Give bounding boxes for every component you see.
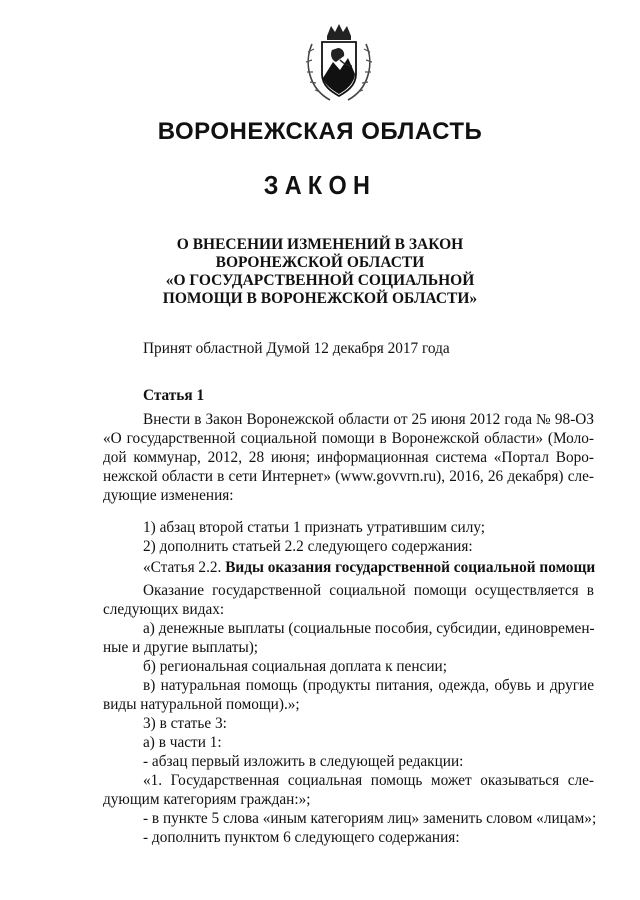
list-item: а) денежные выплаты (социальные пособия, субсидии, единовремен-	[143, 620, 595, 637]
law-title-line: «О ГОСУДАРСТВЕННОЙ СОЦИАЛЬНОЙ	[165, 272, 475, 289]
list-item: в) натуральная помощь (продукты питания, одежда, обувь и другие	[143, 677, 594, 694]
adoption-date: Принят областной Думой 12 декабря 2017 года	[143, 340, 450, 357]
region-name: ВОРОНЕЖСКАЯ ОБЛАСТЬ	[157, 118, 483, 145]
law-title-line: О ВНЕСЕНИИ ИЗМЕНЕНИЙ В ЗАКОН	[176, 236, 464, 253]
paragraph-line: Оказание государственной социальной помощи осуществляется в	[143, 582, 594, 599]
article-2-2-title: Виды оказания государственной социальной помощи	[225, 559, 596, 576]
law-title	[0, 236, 640, 308]
list-item: 1) абзац второй статьи 1 признать утратившим силу;	[143, 519, 486, 536]
article-2-2-heading	[103, 558, 594, 577]
list-item: виды натуральной помощи).»;	[103, 696, 300, 713]
list-item: 2) дополнить статьей 2.2 следующего содержания:	[143, 538, 473, 555]
list-item: ные и другие выплаты);	[103, 639, 259, 656]
list-item: - в пункте 5 слова «иным категориям лиц» заменить словом «лицам»;	[143, 810, 597, 827]
list-item: а) в части 1:	[143, 734, 222, 751]
law-title-line: ПОМОЩИ В ВОРОНЕЖСКОЙ ОБЛАСТИ»	[162, 290, 478, 307]
article-2-2-prefix: «Статья 2.2.	[143, 559, 226, 576]
article-heading: Статья 1	[143, 387, 205, 404]
list-item: б) региональная социальная доплата к пенсии;	[143, 658, 447, 675]
paragraph-line: дующие изменения:	[103, 487, 234, 504]
paragraph-line: Внести в Закон Воронежской области от 25 июня 2012 года № 98-ОЗ	[143, 411, 594, 428]
paragraph-line: дой коммунар, 2012, 28 июня; информационная система «Портал Воро-	[103, 449, 594, 466]
list-item: - дополнить пунктом 6 следующего содержания:	[143, 829, 460, 846]
document-type: ЗАКОН	[263, 170, 377, 200]
paragraph-line: нежской области в сети Интернет» (www.govvrn.ru), 2016, 26 декабря) сле-	[103, 468, 594, 485]
coat-of-arms-icon	[300, 22, 378, 104]
paragraph-line: «1. Государственная социальная помощь может оказываться сле-	[143, 772, 594, 789]
law-title-line: ВОРОНЕЖСКОЙ ОБЛАСТИ	[215, 254, 425, 271]
list-item: 3) в статье 3:	[143, 715, 227, 732]
paragraph-line: «О государственной социальной помощи в Воронежской области» (Моло-	[103, 430, 594, 447]
paragraph-line: дующим категориям граждан:»;	[103, 791, 311, 808]
list-item: - абзац первый изложить в следующей редакции:	[143, 753, 464, 770]
paragraph-line: следующих видах:	[103, 601, 225, 618]
